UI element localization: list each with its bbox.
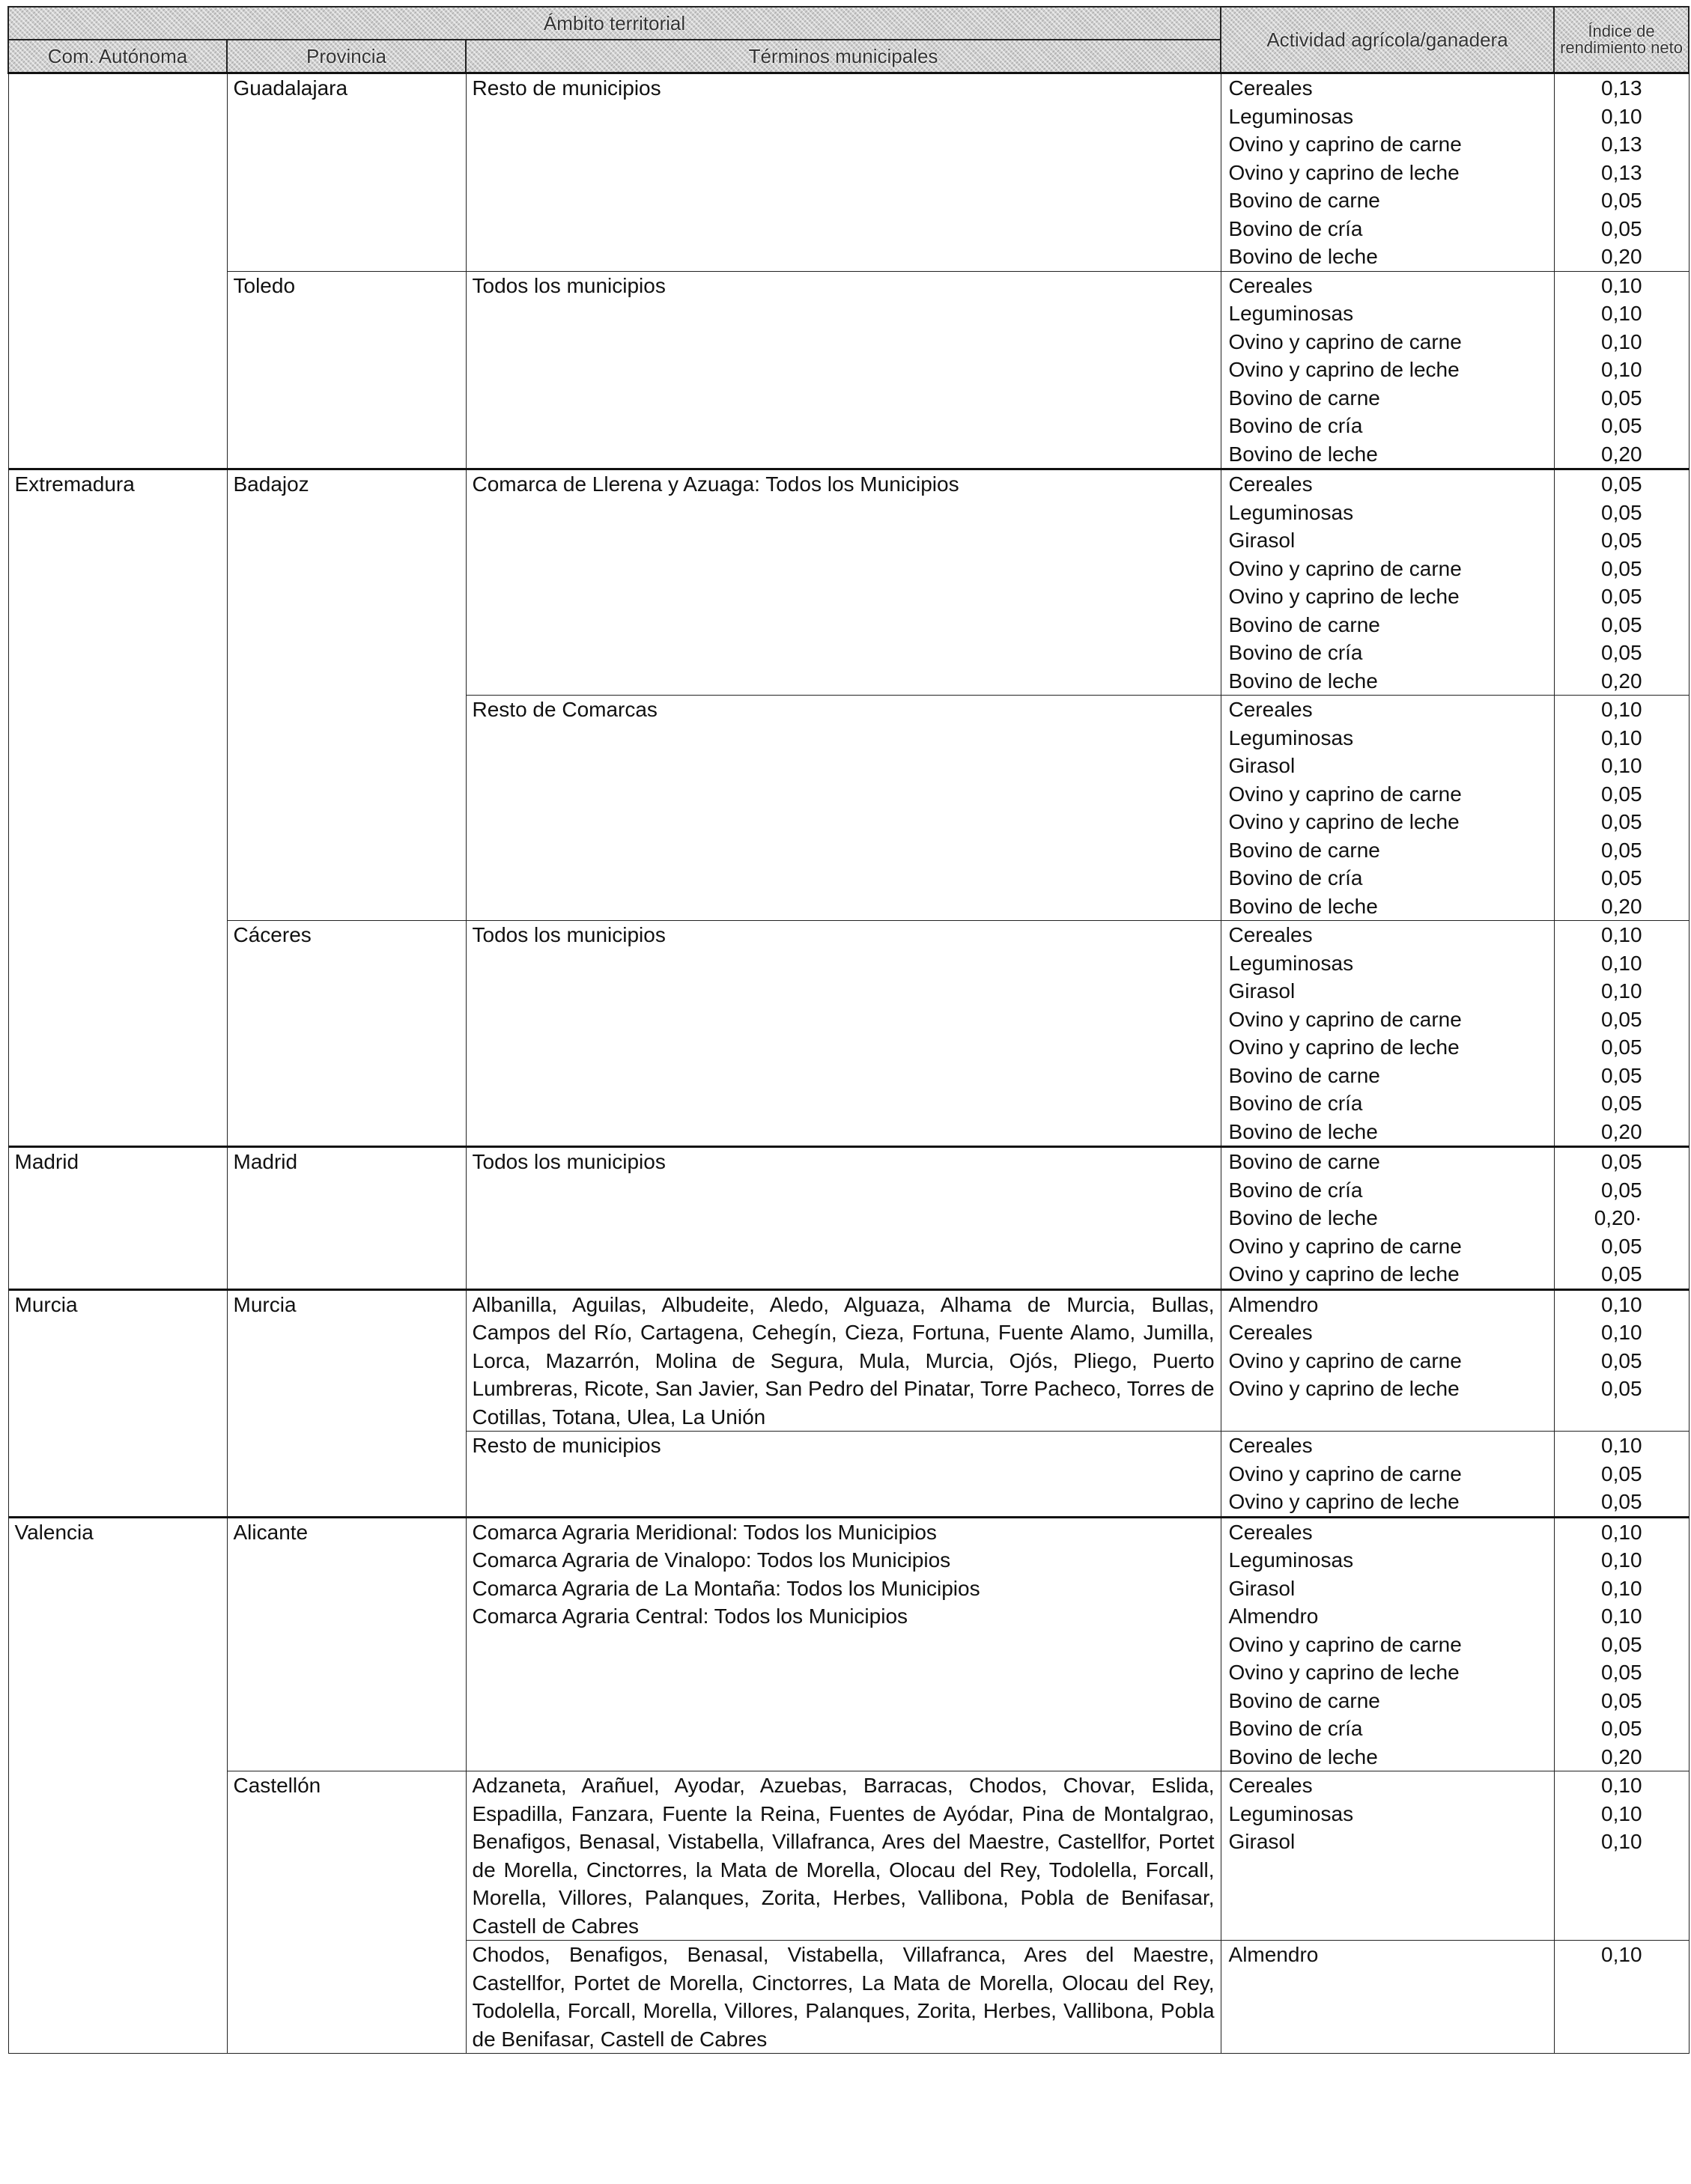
actividad-cell [1221,469,1554,696]
header-actividad: Actividad agrícola/ganadera [1221,7,1554,73]
indice-cell [1554,696,1689,921]
indice-value: 0,05 [1601,838,1642,862]
provincia-cell: Madrid [227,1147,466,1290]
indice-value: 0,20 [1601,442,1642,466]
indice-value: 0,10 [1601,1434,1642,1457]
terminos-cell: Comarca de Llerena y Azuaga: Todos los Municipios [466,469,1221,696]
actividad-item: Girasol [1228,979,1296,1003]
actividad-item: Bovino de leche [1228,442,1378,466]
indice-value: 0,05 [1601,1717,1642,1740]
indice-value: 0,05 [1601,810,1642,833]
actividad-item: Ovino y caprino de carne [1228,1348,1462,1372]
actividad-cell [1221,271,1554,469]
actividad-item: Girasol [1228,529,1296,552]
indice-value: 0,05 [1601,472,1642,496]
indice-value: 0,05 [1601,1092,1642,1115]
actividad-item: Bovino de carne [1228,1063,1380,1087]
indice-value: 0,10 [1601,979,1642,1003]
actividad-item: Leguminosas [1228,726,1354,749]
indice-value: 0,05 [1601,585,1642,608]
indice-value: 0,05 [1601,1490,1642,1513]
indice-value: 0,10 [1601,726,1642,749]
actividad-cell [1221,1147,1554,1290]
provincia-cell: Alicante [227,1517,466,1771]
actividad-cell [1221,1771,1554,1941]
indice-value: 0,05 [1601,189,1642,212]
indice-value: 0,10 [1601,1604,1642,1628]
terminos-cell: Todos los municipios [466,1147,1221,1290]
indice-value: 0,10 [1601,329,1642,353]
actividad-item: Cereales [1228,698,1313,721]
comarca-item: Comarca Agraria de Vinalopo: Todos los Municipios [472,1548,951,1572]
actividad-item: Bovino de leche [1228,1119,1378,1143]
indice-value: 0,05 [1601,1348,1642,1372]
provincia-cell: Guadalajara [227,73,466,272]
actividad-item: Bovino de leche [1228,669,1378,693]
actividad-item: Ovino y caprino de carne [1228,1007,1462,1031]
indice-value: 0,05 [1601,500,1642,524]
actividad-item: Ovino y caprino de leche [1228,1377,1460,1400]
actividad-item: Ovino y caprino de leche [1228,585,1460,608]
provincia-cell: Badajoz [227,469,466,921]
indice-value: 0,10 [1601,1548,1642,1572]
indice-cell [1554,469,1689,696]
indice-value: 0,05 [1601,641,1642,664]
header-indice: Índice de rendimiento neto [1554,7,1689,73]
actividad-cell [1221,1289,1554,1432]
com-autonoma-cell: Murcia [8,1289,227,1517]
actividad-item: Bovino de cría [1228,641,1363,664]
actividad-item: Cereales [1228,76,1313,100]
actividad-item: Bovino de leche [1228,894,1378,918]
indice-value: 0,05 [1601,1377,1642,1400]
indice-value: 0,05 [1601,529,1642,552]
indice-value: 0,20 [1601,894,1642,918]
terminos-cell: Todos los municipios [466,921,1221,1147]
indice-value: 0,05 [1601,1661,1642,1684]
indice-value: 0,05 [1601,782,1642,806]
actividad-item: Bovino de cría [1228,216,1363,240]
actividad-item: Bovino de carne [1228,386,1380,410]
actividad-item: Cereales [1228,923,1313,946]
comarca-item: Comarca Agraria de La Montaña: Todos los Municipios [472,1576,980,1600]
actividad-cell [1221,1432,1554,1518]
actividad-item: Ovino y caprino de carne [1228,1461,1462,1485]
indice-value: 0,05 [1601,1688,1642,1712]
actividad-item: Girasol [1228,1830,1296,1853]
indice-value: 0,10 [1601,1774,1642,1797]
actividad-item: Bovino de cría [1228,1178,1363,1202]
actividad-item: Bovino de cría [1228,1092,1363,1115]
indice-value: 0,05 [1601,556,1642,580]
indice-value: 0,20 [1601,1745,1642,1768]
actividad-item: Cereales [1228,1520,1313,1544]
actividad-item: Ovino y caprino de leche [1228,1035,1460,1059]
actividad-item: Girasol [1228,754,1296,777]
actividad-item: Almendro [1228,1604,1319,1628]
terminos-cell: Todos los municipios [466,271,1221,469]
indice-value: 0,20· [1594,1206,1642,1229]
com-autonoma-cell: Valencia [8,1517,227,2054]
provincia-cell: Murcia [227,1289,466,1517]
indice-value: 0,10 [1601,1830,1642,1853]
indice-value: 0,20 [1601,245,1642,268]
indice-cell [1554,1771,1689,1941]
actividad-item: Ovino y caprino de carne [1228,556,1462,580]
indice-value: 0,05 [1601,1461,1642,1485]
actividad-cell [1221,921,1554,1147]
indice-value: 0,10 [1601,273,1642,297]
table-row [8,469,1689,696]
rendimiento-table [7,6,1690,2054]
actividad-item: Ovino y caprino de carne [1228,329,1462,353]
actividad-item: Ovino y caprino de leche [1228,1490,1460,1513]
indice-value: 0,05 [1601,216,1642,240]
com-autonoma-cell [8,73,227,469]
indice-value: 0,10 [1601,1801,1642,1825]
indice-value: 0,05 [1601,1178,1642,1202]
document-page [7,6,1688,2054]
actividad-cell [1221,1941,1554,2054]
table-row [8,1289,1689,1432]
indice-cell [1554,1289,1689,1432]
actividad-item: Ovino y caprino de carne [1228,782,1462,806]
table-row [8,921,1689,1147]
table-row [8,1771,1689,1941]
actividad-item: Bovino de cría [1228,866,1363,889]
indice-value: 0,10 [1601,358,1642,381]
indice-cell [1554,921,1689,1147]
actividad-cell [1221,1517,1554,1771]
indice-value: 0,10 [1601,1321,1642,1344]
indice-value: 0,20 [1601,1119,1642,1143]
actividad-item: Girasol [1228,1576,1296,1600]
actividad-item: Leguminosas [1228,104,1354,128]
indice-value: 0,10 [1601,698,1642,721]
actividad-item: Ovino y caprino de leche [1228,160,1460,184]
comarca-item: Comarca Agraria Central: Todos los Municipios [472,1604,908,1628]
actividad-item: Almendro [1228,1943,1319,1966]
terminos-cell: Resto de municipios [466,1432,1221,1518]
comarca-item: Comarca Agraria Meridional: Todos los Municipios [472,1520,937,1544]
actividad-item: Ovino y caprino de carne [1228,1234,1462,1258]
indice-value: 0,13 [1601,160,1642,184]
actividad-item: Ovino y caprino de carne [1228,133,1462,156]
actividad-cell [1221,696,1554,921]
indice-value: 0,05 [1601,1632,1642,1656]
indice-value: 0,10 [1601,1520,1642,1544]
table-row [8,271,1689,469]
actividad-item: Ovino y caprino de carne [1228,1632,1462,1656]
com-autonoma-cell: Madrid [8,1147,227,1290]
indice-value: 0,10 [1601,104,1642,128]
terminos-cell: Adzaneta, Arañuel, Ayodar, Azuebas, Barracas, Chodos, Chovar, Eslida, Espadilla, Fanzara, Fuente la Reina, Fuentes de Ayódar, Pina de Montalgrao, Benafigos, Benasal, Vistabella, Villafranca, Ares del Maestre, Castellfor, Portet de Morella, Cinctorres, la Mata de Morella, Olocau del Rey, Todolella, Forcall, Morella, Villores, Palanques, Zorita, Herbes, Vallibona, Pobla de Benifasar, Castell de Cabres [466,1771,1221,1941]
provincia-cell: Toledo [227,271,466,469]
indice-value: 0,10 [1601,923,1642,946]
actividad-item: Almendro [1228,1292,1319,1316]
actividad-item: Bovino de carne [1228,838,1380,862]
table-row [8,1517,1689,1771]
indice-value: 0,05 [1601,1150,1642,1173]
header-terminos: Términos municipales [466,40,1221,73]
table-header [8,7,1689,73]
indice-value: 0,10 [1601,1292,1642,1316]
actividad-item: Leguminosas [1228,302,1354,325]
actividad-item: Cereales [1228,1774,1313,1797]
actividad-item: Leguminosas [1228,500,1354,524]
group-valencia [8,1517,1689,2054]
indice-value: 0,20 [1601,669,1642,693]
provincia-cell: Cáceres [227,921,466,1147]
terminos-cell: Albanilla, Aguilas, Albudeite, Aledo, Alguaza, Alhama de Murcia, Bullas, Campos del Río, Cartagena, Cehegín, Cieza, Fortuna, Fuente Alamo, Jumilla, Lorca, Mazarrón, Molina de Segura, Mula, Murcia, Ojós, Pliego, Puerto Lumbreras, Ricote, San Javier, San Pedro del Pinatar, Torre Pacheco, Torres de Cotillas, Totana, Ulea, La Unión [466,1289,1221,1432]
actividad-item: Ovino y caprino de leche [1228,1262,1460,1286]
terminos-cell: Resto de Comarcas [466,696,1221,921]
indice-value: 0,10 [1601,951,1642,975]
actividad-item: Bovino de carne [1228,1150,1380,1173]
actividad-item: Bovino de leche [1228,1206,1378,1229]
group-extremadura [8,469,1689,1147]
indice-cell [1554,1517,1689,1771]
actividad-item: Bovino de carne [1228,189,1380,212]
group-madrid [8,1147,1689,1290]
actividad-item: Bovino de leche [1228,245,1378,268]
actividad-item: Bovino de cría [1228,414,1363,437]
actividad-item: Leguminosas [1228,1801,1354,1825]
actividad-item: Bovino de carne [1228,1688,1380,1712]
actividad-item: Cereales [1228,1434,1313,1457]
indice-value: 0,13 [1601,76,1642,100]
actividad-item: Ovino y caprino de leche [1228,1661,1460,1684]
indice-value: 0,05 [1601,1063,1642,1087]
indice-value: 0,10 [1601,1576,1642,1600]
indice-value: 0,10 [1601,1943,1642,1966]
actividad-item: Bovino de cría [1228,1717,1363,1740]
actividad-item: Cereales [1228,1321,1313,1344]
header-provincia: Provincia [227,40,466,73]
provincia-cell: Castellón [227,1771,466,2054]
indice-cell [1554,1941,1689,2054]
actividad-item: Leguminosas [1228,951,1354,975]
indice-value: 0,10 [1601,302,1642,325]
table-row [8,73,1689,272]
table-row [8,1147,1689,1290]
terminos-cell: Resto de municipios [466,73,1221,272]
actividad-cell [1221,73,1554,272]
com-autonoma-cell: Extremadura [8,469,227,1147]
group-murcia [8,1289,1689,1517]
indice-value: 0,05 [1601,612,1642,636]
header-com-autonoma: Com. Autónoma [8,40,227,73]
actividad-item: Ovino y caprino de leche [1228,358,1460,381]
indice-value: 0,05 [1601,866,1642,889]
indice-value: 0,05 [1601,1234,1642,1258]
indice-cell [1554,271,1689,469]
actividad-item: Bovino de carne [1228,612,1380,636]
indice-value: 0,13 [1601,133,1642,156]
group-castilla [8,73,1689,469]
indice-cell [1554,1432,1689,1518]
indice-value: 0,05 [1601,1007,1642,1031]
terminos-cell: Chodos, Benafigos, Benasal, Vistabella, Villafranca, Ares del Maestre, Castellfor, Portet de Morella, Cinctorres, La Mata de Morella, Olocau del Rey, Todolella, Forcall, Morella, Villores, Palanques, Zorita, Herbes, Vallibona, Pobla de Benifasar, Castell de Cabres [466,1941,1221,2054]
indice-value: 0,05 [1601,1262,1642,1286]
actividad-item: Leguminosas [1228,1548,1354,1572]
indice-value: 0,10 [1601,754,1642,777]
indice-value: 0,05 [1601,1035,1642,1059]
actividad-item: Bovino de leche [1228,1745,1378,1768]
indice-value: 0,05 [1601,414,1642,437]
header-ambito: Ámbito territorial [8,7,1221,40]
indice-value: 0,05 [1601,386,1642,410]
indice-cell [1554,1147,1689,1290]
terminos-cell [466,1517,1221,1771]
actividad-item: Cereales [1228,273,1313,297]
indice-cell [1554,73,1689,272]
actividad-item: Ovino y caprino de leche [1228,810,1460,833]
actividad-item: Cereales [1228,472,1313,496]
